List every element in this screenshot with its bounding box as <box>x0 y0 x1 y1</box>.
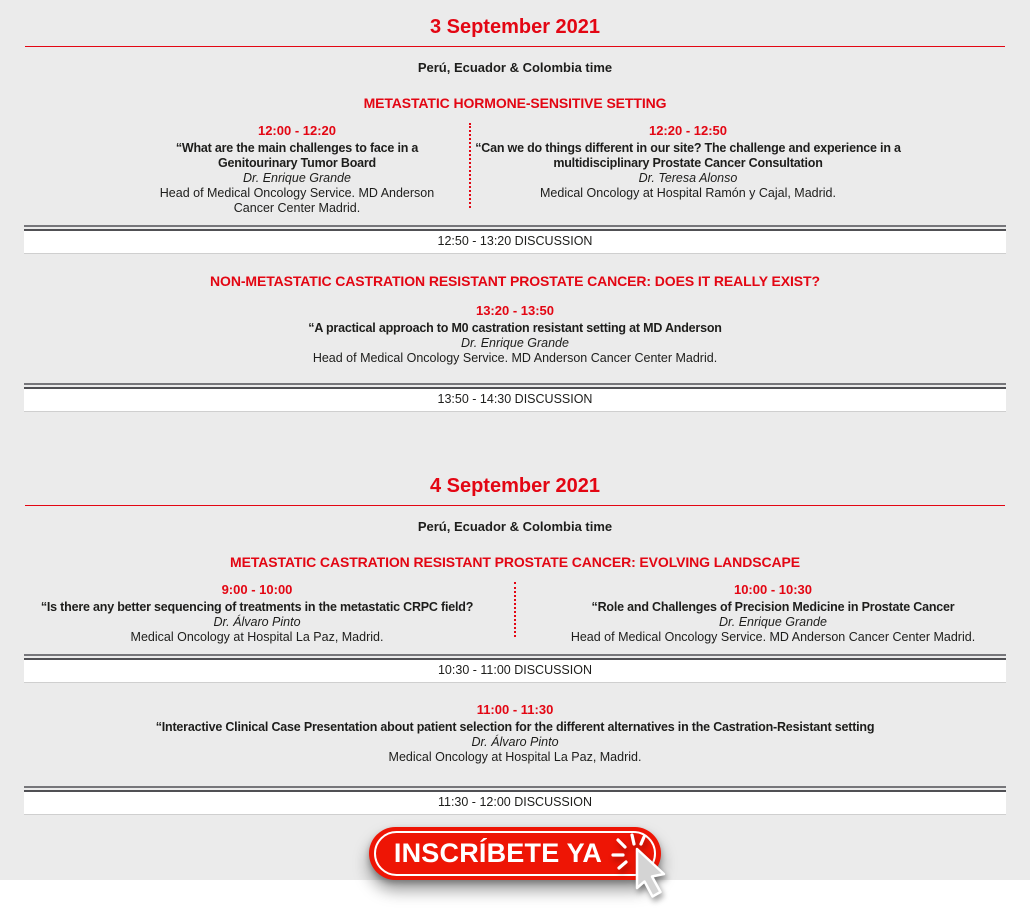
session-affiliation: Medical Oncology at Hospital Ramón y Cajal, Madrid. <box>540 186 836 200</box>
session-time: 10:00 - 10:30 <box>733 582 813 597</box>
cta-label: INSCRÍBETE YA <box>393 838 603 868</box>
discussion-label: 10:30 - 11:00 DISCUSSION <box>24 658 1006 683</box>
session-title: “Interactive Clinical Case Presentation about patient selection for the different alternatives in the Castration-Resistant setting <box>155 720 875 734</box>
session-affiliation: Medical Oncology at Hospital La Paz, Madrid. <box>130 630 384 644</box>
session-speaker: Dr. Enrique Grande <box>243 171 351 185</box>
session-title: “Can we do things different in our site? The challenge and experience in a multidisciplinary Prostate Cancer Consultation <box>475 141 901 170</box>
red-rule <box>25 505 1005 506</box>
day-2-section-1-heading: METASTATIC CASTRATION RESISTANT PROSTATE CANCER: EVOLVING LANDSCAPE <box>230 554 800 570</box>
cta-wrap <box>369 827 661 880</box>
session <box>516 582 1030 645</box>
discussion-band <box>24 225 1006 254</box>
day-1-section-1-heading: METASTATIC HORMONE-SENSITIVE SETTING <box>363 95 667 111</box>
session-time: 13:20 - 13:50 <box>475 303 555 318</box>
session <box>471 123 1030 216</box>
day-2-timezone-label: Perú, Ecuador & Colombia time <box>417 519 613 534</box>
session-time: 12:20 - 12:50 <box>648 123 728 138</box>
session-affiliation: Head of Medical Oncology Service. MD Anderson Cancer Center Madrid. <box>312 351 718 365</box>
cta-row <box>0 827 1030 880</box>
session-time: 9:00 - 10:00 <box>221 582 293 597</box>
session-affiliation: Medical Oncology at Hospital La Paz, Madrid. <box>388 750 642 764</box>
session-speaker: Dr. Enrique Grande <box>461 336 569 350</box>
day-1-date: 3 September 2021 <box>429 16 601 38</box>
day-1 <box>0 0 1030 412</box>
session <box>0 702 1030 765</box>
session-title: “Role and Challenges of Precision Medicine in Prostate Cancer <box>591 600 955 614</box>
session-time: 11:00 - 11:30 <box>476 702 554 717</box>
session-speaker: Dr. Enrique Grande <box>719 615 827 629</box>
session <box>0 123 469 216</box>
session-title: “A practical approach to M0 castration resistant setting at MD Anderson <box>308 321 722 335</box>
session-title: “Is there any better sequencing of treatments in the metastatic CRPC field? <box>40 600 474 614</box>
day-2 <box>0 459 1030 815</box>
session <box>0 303 1030 366</box>
day-1-timezone-label: Perú, Ecuador & Colombia time <box>417 60 613 75</box>
session-time: 12:00 - 12:20 <box>257 123 337 138</box>
inscribete-button[interactable] <box>369 827 661 880</box>
day-2-session-row <box>0 582 1030 645</box>
session-title: “What are the main challenges to face in a Genitourinary Tumor Board <box>175 141 419 170</box>
discussion-band <box>24 654 1006 683</box>
session-speaker: Dr. Teresa Alonso <box>638 171 738 185</box>
session-speaker: Dr. Álvaro Pinto <box>471 735 559 749</box>
day-2-date: 4 September 2021 <box>429 475 601 497</box>
discussion-band <box>24 383 1006 412</box>
discussion-label: 11:30 - 12:00 DISCUSSION <box>24 790 1006 815</box>
session-affiliation: Head of Medical Oncology Service. MD Anderson Cancer Center Madrid. <box>159 186 435 215</box>
day-1-session-row <box>0 123 1030 216</box>
discussion-label: 13:50 - 14:30 DISCUSSION <box>24 387 1006 412</box>
session <box>0 582 514 645</box>
day-1-section-2-heading: NON-METASTATIC CASTRATION RESISTANT PROSTATE CANCER: DOES IT REALLY EXIST? <box>210 273 820 289</box>
discussion-label: 12:50 - 13:20 DISCUSSION <box>24 229 1006 254</box>
session-affiliation: Head of Medical Oncology Service. MD Anderson Cancer Center Madrid. <box>570 630 976 644</box>
discussion-band <box>24 786 1006 815</box>
red-rule <box>25 46 1005 47</box>
session-speaker: Dr. Álvaro Pinto <box>213 615 301 629</box>
